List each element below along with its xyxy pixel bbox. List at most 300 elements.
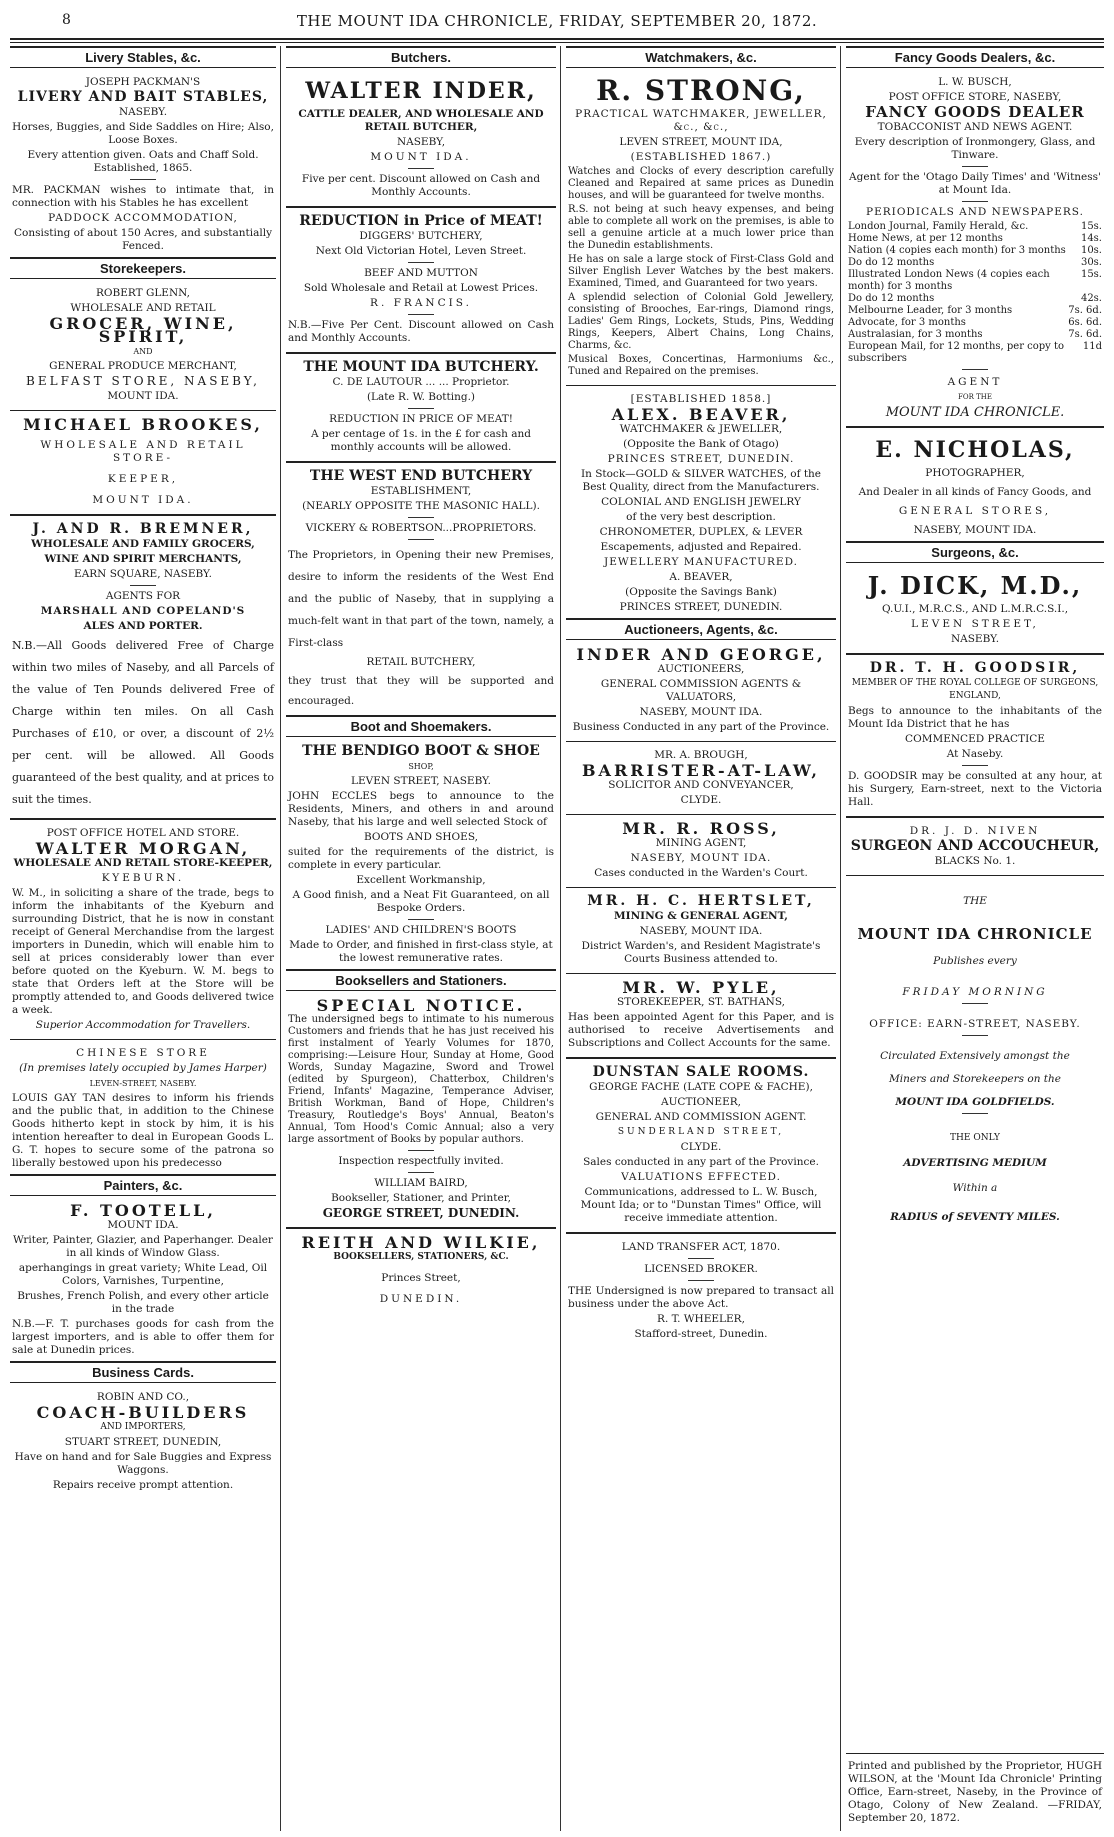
ad-line: TOBACCONIST AND NEWS AGENT. [877,121,1073,133]
ad-chinese-store [10,1043,276,1174]
ad-line: NASEBY, [396,136,446,148]
section-header: Watchmakers, &c. [566,46,836,68]
ad-line: D. GOODSIR may be consulted at any hour, at his Surgery, Earn-street, next to the Victoria Hall. [848,770,1102,808]
ad-title: MOUNT IDA CHRONICLE [857,925,1093,943]
ad-line: THE ONLY [950,1133,1000,1143]
ad-brough [566,745,836,811]
rate-item: Australasian, for 3 months [848,329,983,340]
ad-line: POST OFFICE STORE, NASEBY, [888,91,1062,103]
ad-title: J. AND R. BREMNER, [32,521,254,537]
ad-title: COACH-BUILDERS [36,1403,250,1422]
ad-body: R.S. not being at such heavy expenses, and being able to complete all work on the premises, is able to sell a genuine article at a much lower price than the Dunedin establishments. [568,204,834,251]
ad-busch [846,72,1104,423]
rate-row [848,221,1102,233]
rate-row [848,245,1102,257]
divider [286,1227,556,1229]
ad-line: VICKERY & ROBERTSON...PROPRIETORS. [305,522,537,534]
ad-line: Repairs receive prompt attention. [52,1479,234,1491]
newspaper-title: THE MOUNT IDA CHRONICLE, FRIDAY, SEPTEMBER 20, 1872. [296,12,818,30]
ad-dick [846,567,1104,650]
divider [846,875,1104,876]
divider [566,814,836,815]
ad-line: MOUNT IDA. [370,151,472,163]
rate-price: 7s. 6d. [1068,305,1102,316]
ad-line: WHOLESALE AND RETAIL [70,302,216,314]
ad-line: District Warden's, and Resident Magistrate's Courts Business attended to. [581,940,821,965]
column-2 [286,46,556,1831]
ad-line: RADIUS of SEVENTY MILES. [890,1211,1060,1223]
ad-line: Every attention given. Oats and Chaff Sold. Established, 1865. [27,149,259,174]
ad-title: WALTER MORGAN, [35,839,251,858]
ad-line: AUCTIONEERS, [657,663,745,675]
ad-title: THE BENDIGO BOOT & SHOE [302,743,540,759]
ad-body: W. M., in soliciting a share of the trade, begs to inform the inhabitants of the Kyeburn and surrounding District, that he is now in constant receipt of General Merchandise from the largest importers in Dunedin, which will enable him to sell at prices considerably lower than ever before quoted on the Kyeburn. W. M. begs to state that Orders left at the Store will be promptly attended to, and Goods delivered twice a week. [12,887,274,1016]
ad-line: DIGGERS' BUTCHERY, [359,230,483,242]
ad-line: And Dealer in all kinds of Fancy Goods, and [858,486,1092,498]
ad-line: (ESTABLISHED 1867.) [630,151,772,163]
ad-line: ADVERTISING MEDIUM [903,1157,1047,1169]
ad-chronicle-promo [846,879,1104,1228]
ad-body: The undersigned begs to intimate to his numerous Customers and friends that he has just received his first instalment of Yearly Volumes for 1870, comprising:—Leisure Hour, Sunday at Home, Good Words, Sunday Magazine, Sword and Trowel (edited by Spurgeon), Chatterbox, Children's Friend, Infants' Magazine, Temperance Adviser, British Workman, Band of Hope, Children's Treasury, Routledge's Boys' Annual, Beaton's Annual, Tom Hood's Comic Annual; also a very large assortment of Books by popular authors. [288,1014,554,1145]
ad-line: AGENTS FOR [105,590,181,602]
ad-morgan [10,823,276,1036]
ad-line: AND IMPORTERS, [100,1422,186,1432]
ad-title: DR. T. H. GOODSIR, [869,660,1081,676]
ad-line: MOUNT IDA CHRONICLE. [885,405,1065,420]
ad-line: PHOTOGRAPHER, [925,467,1025,479]
ad-line: ALES AND PORTER. [83,620,203,632]
rule [688,1280,714,1281]
ad-line: GENERAL AND COMMISSION AGENT. [595,1111,807,1123]
ad-line: VALUATIONS EFFECTED. [621,1171,781,1183]
ad-line: Cases conducted in the Warden's Court. [594,867,808,879]
ad-line: PRINCES STREET, DUNEDIN. [607,453,795,465]
rate-item: Home News, at per 12 months [848,233,1003,244]
imprint-block [846,1753,1104,1831]
ad-line: BOOTS AND SHOES, [364,831,478,843]
ad-strong [566,72,836,382]
rule [408,539,434,540]
ad-line: R. T. WHEELER, [657,1313,745,1325]
ad-line: A. BEAVER, [669,571,733,583]
ad-line: N.B.—F. T. purchases goods for cash from the largest importers, and is able to offer them for sale at Dunedin prices. [12,1318,274,1356]
ad-line: WATCHMAKER & JEWELLER, [619,423,783,435]
ad-line: Brushes, French Polish, and every other article in the trade [17,1290,269,1315]
ad-pyle [566,977,836,1054]
ad-line: WILLIAM BAIRD, [374,1177,468,1189]
ad-line: CATTLE DEALER, AND WHOLESALE AND RETAIL BUTCHER, [298,108,544,133]
ad-line: aperhangings in great variety; White Lead, Oil Colors, Varnishes, Turpentine, [18,1262,268,1287]
rule [130,179,156,180]
ad-line: BOOKSELLERS, STATIONERS, &C. [333,1252,509,1262]
divider [286,461,556,463]
ad-line: Agent for the 'Otago Daily Times' and 'Witness' at Mount Ida. [849,171,1101,196]
rate-row [848,305,1102,317]
ad-title: THE MOUNT IDA BUTCHERY. [303,359,539,375]
ad-line: Inspection respectfully invited. [338,1155,504,1167]
column-rule [840,46,841,1831]
ad-title: SURGEON AND ACCOUCHEUR, [850,838,1100,854]
ad-land-transfer [566,1237,836,1345]
section-header: Painters, &c. [10,1174,276,1196]
rule [962,166,988,167]
ad-line: Within a [952,1182,998,1194]
ad-bendigo [286,741,556,969]
masthead [0,0,1114,40]
ad-line: MINING AGENT, [655,837,747,849]
ad-tootell [10,1200,276,1361]
ad-nicholas [846,431,1104,541]
ad-title: REITH AND WILKIE, [301,1233,541,1252]
rule [408,262,434,263]
ad-title: ALEX. BEAVER, [611,405,791,424]
rule [962,1035,988,1036]
ad-body: Musical Boxes, Concertinas, Harmoniums &c., Tuned and Repaired on the premises. [568,354,834,377]
rate-row [848,269,1102,293]
ad-line: Superior Accommodation for Travellers. [35,1019,251,1031]
ad-line: STOREKEEPER, ST. BATHANS, [617,996,785,1008]
divider [846,426,1104,428]
ad-line: WINE AND SPIRIT MERCHANTS, [44,553,242,565]
ad-line: Five per cent. Discount allowed on Cash and Monthly Accounts. [301,173,541,198]
ad-title: DUNSTAN SALE ROOMS. [592,1064,810,1080]
divider [10,818,276,820]
ad-line: NASEBY, MOUNT IDA. [913,524,1037,536]
ad-line: ESTABLISHMENT, [370,485,472,497]
ad-line: SHOP, [408,762,434,771]
rule [962,201,988,202]
ad-body: A splendid selection of Colonial Gold Jewellery, consisting of Brooches, Ear-rings, Diamond rings, Ladies' Gem Rings, Lockets, Studs, Pins, Wedding Rings, Keepers, Albert Chains, Long Chains, Charms, &c. [568,292,834,351]
rate-price: 14s. [1080,233,1102,244]
ad-line: PERIODICALS AND NEWSPAPERS. [866,206,1084,218]
ad-beaver [566,389,836,618]
column-1 [10,46,276,1831]
ad-line: BEEF AND MUTTON [364,267,478,279]
column-4 [846,46,1104,1831]
ad-line: (Late R. W. Botting.) [366,391,476,403]
ad-body: LOUIS GAY TAN desires to inform his friends and the public that, in addition to the Chinese Goods hitherto kept in stock by him, it is his intention hereafter to deal in European Goods L. G. T. hopes to secure some of the patrona so liberally bestowed upon his predecesso [12,1092,274,1169]
rule [688,1258,714,1259]
rule [408,168,434,169]
ad-line: AUCTIONEER, [661,1096,741,1108]
rule [408,517,434,518]
ad-line: ROBERT GLENN, [95,287,191,299]
ad-line: FRIDAY MORNING [902,986,1048,998]
rate-price: 11d [1082,341,1102,352]
ad-line: Communications, addressed to L. W. Busch, Mount Ida; or to "Dunstan Times" Office, will receive immediate attention. [580,1186,822,1224]
ad-line: GEORGE FACHE (LATE COPE & FACHE), [589,1081,813,1093]
ad-line: CLYDE. [680,1141,722,1153]
ad-line: A per centage of 1s. in the £ for cash and monthly accounts will be allowed. [310,428,532,453]
ad-line: Sold Wholesale and Retail at Lowest Prices. [303,282,539,294]
section-header: Booksellers and Stationers. [286,969,556,991]
ad-line: GENERAL COMMISSION AGENTS & VALUATORS, [600,678,802,703]
ad-line: GENERAL STORES, [898,505,1052,517]
ad-line: MOUNT IDA. [92,494,194,506]
rule [408,1172,434,1173]
ad-line: KYEBURN. [101,872,185,884]
ad-line: Sales conducted in any part of the Province. [583,1156,819,1168]
section-header: Business Cards. [10,1361,276,1383]
divider [566,887,836,888]
ad-line: NASEBY, MOUNT IDA. [630,852,772,864]
ad-line: BLACKS No. 1. [934,855,1016,867]
column-rule [560,46,561,1831]
ad-title: LIVERY AND BAIT STABLES, [17,89,269,105]
ad-line: MOUNT IDA. [107,1219,179,1231]
ad-line: [ESTABLISHED 1858.] [630,393,772,405]
ad-goodsir [846,658,1104,813]
divider [846,816,1104,818]
rate-price: 7s. 6d. [1068,329,1102,340]
ad-line: LAND TRANSFER ACT, 1870. [621,1241,781,1253]
ad-title: BARRISTER-AT-LAW, [582,761,820,780]
ad-line: MOUNT IDA GOLDFIELDS. [895,1096,1055,1108]
ad-niven [846,821,1104,872]
ad-line: Excellent Workmanship, [356,874,486,886]
divider [566,1057,836,1059]
rule [408,314,434,315]
ad-title: WALTER INDER, [305,78,537,104]
ad-line: LEVEN STREET, NASEBY. [350,775,492,787]
rule [962,369,988,370]
rule [408,408,434,409]
ad-title: REDUCTION in Price of MEAT! [299,213,543,229]
ad-glenn [10,283,276,407]
ad-title: E. NICHOLAS, [875,437,1075,463]
ad-line: In Stock—GOLD & SILVER WATCHES, of the Best Quality, direct from the Manufacturers. [580,468,822,493]
rate-price: 30s. [1080,257,1102,268]
rate-price: 10s. [1080,245,1102,256]
divider [286,352,556,354]
ad-line: (In premises lately occupied by James Harper) [19,1062,267,1074]
rule [408,919,434,920]
ad-line: REDUCTION IN PRICE OF MEAT! [329,413,513,425]
rate-item: Illustrated London News (4 copies each month) for 3 months [848,269,1050,292]
ad-line: they trust that they will be supported and encouraged. [288,675,554,707]
imprint: Printed and published by the Proprietor, HUGH WILSON, at the 'Mount Ida Chronicle' Printing Office, Earn-street, Naseby, in the Province of Otago, Colony of New Zealand. —FRIDAY, September 20, 1872. [848,1760,1102,1824]
rule [962,1113,988,1114]
ad-line: Q.U.I., M.R.C.S., AND L.M.R.C.S.I., [881,603,1069,615]
ad-title: FANCY GOODS DEALER [865,103,1085,121]
rate-item: European Mail, for 12 months, per copy to subscribers [848,341,1065,364]
ad-line: LEVEN-STREET, NASEBY. [89,1079,197,1088]
ad-body: JOHN ECCLES begs to announce to the Residents, Miners, and others in and around Naseby, that his large and well selected Stock of [288,790,554,828]
ad-line: R. FRANCIS. [370,297,472,309]
ad-line: (Opposite the Bank of Otago) [623,438,779,450]
rule [962,765,988,766]
rule [408,1150,434,1151]
ad-line: Bookseller, Stationer, and Printer, [331,1192,511,1204]
section-header: Butchers. [286,46,556,68]
ad-line: Made to Order, and finished in first-class style, at the lowest remunerative rates. [289,939,553,964]
ad-line: POST OFFICE HOTEL AND STORE. [46,827,240,839]
divider [566,385,836,386]
ad-line: Next Old Victorian Hotel, Leven Street. [315,245,527,257]
ad-title: CHINESE STORE [76,1047,210,1059]
page-number: 8 [62,12,71,28]
section-header: Storekeepers. [10,257,276,279]
ad-diggers-butchery [286,211,556,349]
ad-line: PRACTICAL WATCHMAKER, JEWELLER, &c., &c., [575,108,827,133]
ad-line: LEVEN STREET, MOUNT IDA, [619,136,783,148]
rate-item: Melbourne Leader, for 3 months [848,305,1013,316]
ad-line: NASEBY, MOUNT IDA. [639,925,763,937]
ad-line: EARN SQUARE, NASEBY. [74,568,212,580]
section-header: Surgeons, &c. [846,541,1104,563]
column-rule [280,46,281,1831]
ad-west-end-butchery [286,466,556,715]
ad-title: GROCER, WINE, SPIRIT, [49,314,237,346]
ad-title: MR. R. ROSS, [622,819,780,838]
divider [846,653,1104,655]
ad-body: The Proprietors, in Opening their new Premises, desire to inform the residents of the West End and the public of Naseby, that in supplying a much-felt want in that part of the town, namely, a First-class [288,549,554,649]
ad-line: NASEBY, MOUNT IDA. [639,706,763,718]
ad-line: KEEPER, [107,473,179,485]
ad-hertslet [566,891,836,970]
rate-item: Nation (4 copies each month) for 3 months [848,245,1066,256]
ad-body: Watches and Clocks of every description carefully Cleaned and Repaired at same prices as Dunedin houses, and will be guaranteed for twelve months. [568,166,834,201]
ad-line: MEMBER OF THE ROYAL COLLEGE OF SURGEONS, ENGLAND, [851,678,1099,701]
ad-dunstan [566,1062,836,1229]
divider [286,206,556,208]
ad-line: N.B.—Five Per Cent. Discount allowed on Cash and Monthly Accounts. [288,319,554,344]
ad-line: Business Conducted in any part of the Province. [572,721,830,733]
ad-line: Begs to announce to the inhabitants of the Mount Ida District that he has [848,705,1102,730]
rate-row [848,293,1102,305]
ad-line: (NEARLY OPPOSITE THE MASONIC HALL). [302,500,540,512]
ad-line: BELFAST STORE, NASEBY, [26,374,260,388]
ad-line: NASEBY. [950,633,1000,645]
ad-line: MOUNT IDA. [107,390,179,402]
ad-line: FOR THE [958,393,992,401]
ad-line: of the very best description. [626,511,776,523]
ad-line: WHOLESALE AND RETAIL STORE- [40,439,246,464]
ad-line: Stafford-street, Dunedin. [634,1328,768,1340]
ad-line: MR. PACKMAN wishes to intimate that, in connection with his Stables he has excellent [12,184,274,209]
ad-robin [10,1387,276,1496]
ad-title: J. DICK, M.D., [867,571,1083,600]
ad-title: R. STRONG, [596,74,806,107]
ad-packman [10,72,276,257]
ad-line: GENERAL PRODUCE MERCHANT, [49,360,237,372]
ad-title: SPECIAL NOTICE. [316,996,526,1015]
ad-baird [286,995,556,1224]
columns [10,46,1104,1831]
section-header: Fancy Goods Dealers, &c. [846,46,1104,68]
ad-line: WHOLESALE AND RETAIL STORE-KEEPER, [13,857,273,869]
masthead-rule [10,38,1104,40]
ad-body: N.B.—All Goods delivered Free of Charge within two miles of Naseby, and all Parcels of the value of Ten Pounds delivered Free of Charge within ten miles. On all Cash Purchases of £10, or over, a discount of 2½ per cent. will be allowed. All Goods guaranteed of the best quality, and at prices to suit the times. [12,639,274,806]
ad-line: GEORGE STREET, DUNEDIN. [322,1206,520,1220]
ad-line: L. W. BUSCH, [938,76,1012,88]
ad-line: A Good finish, and a Neat Fit Guaranteed, on all Bespoke Orders. [292,889,550,914]
ad-line: Have on hand and for Sale Buggies and Express Waggons. [14,1451,272,1476]
ad-line: DR. J. D. NIVEN [909,825,1041,837]
divider [566,1232,836,1234]
ad-line: At Naseby. [946,748,1004,760]
rate-item: Do do 12 months [848,257,935,268]
ad-line: Publishes every [933,955,1017,967]
rate-item: London Journal, Family Herald, &c. [848,221,1029,232]
ad-reith-wilkie [286,1232,556,1310]
divider [10,514,276,516]
ad-line: DUNEDIN. [379,1293,463,1305]
ad-body: Has been appointed Agent for this Paper, and is authorised to receive Advertisements and Subscriptions and Collect Accounts for the same. [568,1011,834,1049]
ad-line: RETAIL BUTCHERY, [366,656,476,668]
ad-line: COMMENCED PRACTICE [905,733,1045,745]
masthead-rule-thin [10,42,1104,43]
ad-line: Escapements, adjusted and Repaired. [600,541,802,553]
section-header: Boot and Shoemakers. [286,715,556,737]
rate-price: 6s. 6d. [1068,317,1102,328]
ad-line: MR. A. BROUGH, [654,749,748,761]
ad-line: THE [963,895,987,907]
ad-line: Consisting of about 150 Acres, and substantially Fenced. [13,227,273,252]
ad-line: WHOLESALE AND FAMILY GROCERS, [31,538,255,550]
rate-item: Do do 12 months [848,293,935,304]
ad-ross [566,818,836,884]
ad-line: MINING & GENERAL AGENT, [614,910,788,922]
ad-line: Every description of Ironmongery, Glass, and Tinware. [854,136,1096,161]
ad-line: JOSEPH PACKMAN'S [85,76,201,88]
rate-row [848,233,1102,245]
ad-line: AND [133,347,153,356]
ad-line: LEVEN STREET, [911,618,1039,630]
ad-line: C. DE LAUTOUR ... ... Proprietor. [332,376,510,388]
ad-inder-george [566,644,836,738]
ad-line: COLONIAL AND ENGLISH JEWELRY [601,496,801,508]
rate-row [848,329,1102,341]
ad-line: NASEBY. [118,106,168,118]
rate-row [848,257,1102,269]
ad-line: Horses, Buggies, and Side Saddles on Hire; Also, Loose Boxes. [12,121,274,146]
ad-line: PRINCES STREET, DUNEDIN. [619,601,783,613]
ad-line: Miners and Storekeepers on the [889,1073,1061,1085]
ad-line: CLYDE. [680,794,722,806]
divider [566,741,836,742]
rate-price: 42s. [1080,293,1102,304]
divider [566,973,836,974]
ad-body: THE Undersigned is now prepared to transact all business under the above Act. [568,1285,834,1310]
ad-title: MICHAEL BROOKES, [23,415,263,434]
ad-line: JEWELLERY MANUFACTURED. [604,556,798,568]
rate-row [848,341,1102,365]
divider [10,1039,276,1040]
divider [10,410,276,411]
ad-line: (Opposite the Savings Bank) [625,586,777,598]
ad-line: Writer, Painter, Glazier, and Paperhanger. Dealer in all kinds of Window Glass. [13,1234,273,1259]
ad-bremner [10,519,276,815]
ad-line: suited for the requirements of the district, is complete in every particular. [288,846,554,871]
section-header: Livery Stables, &c. [10,46,276,68]
column-3 [566,46,836,1831]
ad-line: SOLICITOR AND CONVEYANCER, [608,779,794,791]
ad-title: THE WEST END BUTCHERY [309,468,533,484]
ad-line: ROBIN AND CO., [96,1391,190,1403]
ad-title: F. TOOTELL, [70,1201,216,1220]
ad-inder [286,72,556,203]
ad-line: PADDOCK ACCOMMODATION, [48,212,238,224]
ad-line: AGENT [947,376,1003,388]
ad-line: LADIES' AND CHILDREN'S BOOTS [325,924,517,936]
rate-price: 15s. [1080,221,1102,232]
ad-line: LICENSED BROKER. [644,1263,758,1275]
ad-line: CHRONOMETER, DUPLEX, & LEVER [599,526,803,538]
ad-line: SUNDERLAND STREET, [617,1127,785,1137]
ad-brookes [10,414,276,511]
ad-line: STUART STREET, DUNEDIN, [64,1436,222,1448]
